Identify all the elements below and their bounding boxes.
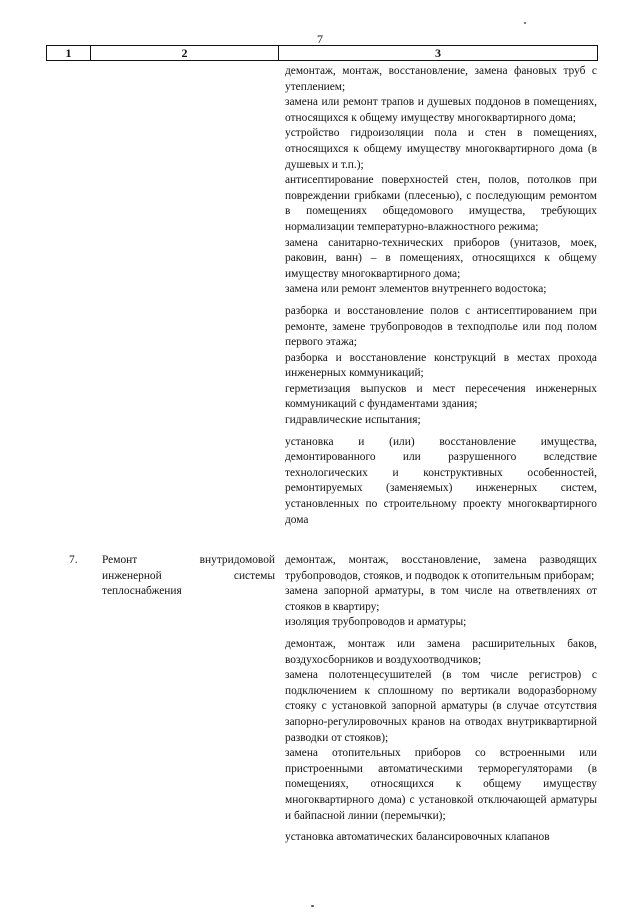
row-number: 7.: [69, 554, 78, 566]
list-item: замена или ремонт элементов внутреннего водостока;: [285, 283, 547, 296]
column-header-3: 3: [435, 46, 441, 60]
list-item: герметизация выпусков и мест пересечения инженерных коммуникаций с фундаментами здания;: [285, 382, 597, 411]
list-item: замена отопительных приборов со встроенными или пристроенными автоматическими терморегуляторами (в помещениях, относящихся к общему имуществу многоквартирного дома) с установкой отключающей арматуры и байпасной линии (перемычки);: [285, 747, 597, 822]
list-item: демонтаж, монтаж, восстановление, замена фановых труб с утеплением;: [285, 65, 597, 93]
list-item: разборка и восстановление полов с антисептированием при ремонте, замене трубопроводов в техподполье или под полом первого этажа;: [285, 304, 597, 349]
row7-work-list: [285, 553, 597, 846]
column-header-1: 1: [47, 46, 91, 60]
list-item: установка автоматических балансировочных клапанов: [285, 831, 550, 844]
list-item: замена полотенцесушителей (в том числе регистров) с подключением к сплошному по вертикали водоразборному стояку с установкой запорной арматуры (в случае отсутствия запорно-регулировочных кранов на отводах внутриквартирной разводки от стояков);: [285, 669, 597, 744]
list-item: изоляция трубопроводов и арматуры;: [285, 616, 467, 629]
row-work-type: Ремонт внутридомовой инженерной системы теплоснабжения: [102, 554, 275, 598]
list-item: антисептирование поверхностей стен, полов, потолков при повреждении грибками (плесенью), с последующим ремонтом в помещениях общедомового имущества, требующих нормализации температурно-влажностного режима;: [285, 174, 597, 233]
page-number: 7: [317, 32, 323, 46]
scan-speck: [524, 22, 526, 24]
list-item: замена санитарно-технических приборов (унитазов, моек, раковин, ванн) – в помещениях, относящихся к общему имуществу многоквартирного дома;: [285, 236, 597, 280]
list-item: устройство гидроизоляции пола и стен в помещениях, относящихся к общему имуществу многоквартирного дома (в душевых и т.п.);: [285, 127, 597, 171]
list-item: установка и (или) восстановление имущества, демонтированного или разрушенного вследствие технологических и конструктивных особенностей, ремонтируемых (заменяемых) инженерных систем, установленных по строительному проекту многоквартирного дома: [285, 435, 597, 526]
scan-speck: [311, 905, 314, 907]
list-item: замена запорной арматуры, в том числе на ответвлениях от стояков в квартиру;: [285, 585, 597, 613]
column-header-2: 2: [91, 46, 279, 60]
continued-work-list: [285, 64, 597, 528]
list-item: гидравлические испытания;: [285, 414, 421, 427]
list-item: демонтаж, монтаж или замена расширительных баков, воздухосборников и воздухоотводчиков;: [285, 637, 597, 666]
table-header: [46, 45, 598, 61]
list-item: замена или ремонт трапов и душевых поддонов в помещениях, относящихся к общему имуществу многоквартирного дома;: [285, 96, 597, 124]
list-item: демонтаж, монтаж, восстановление, замена разводящих трубопроводов, стояков, и подводок к отопительным приборам;: [285, 554, 597, 582]
list-item: разборка и восстановление конструкций в местах прохода инженерных коммуникаций;: [285, 351, 597, 380]
